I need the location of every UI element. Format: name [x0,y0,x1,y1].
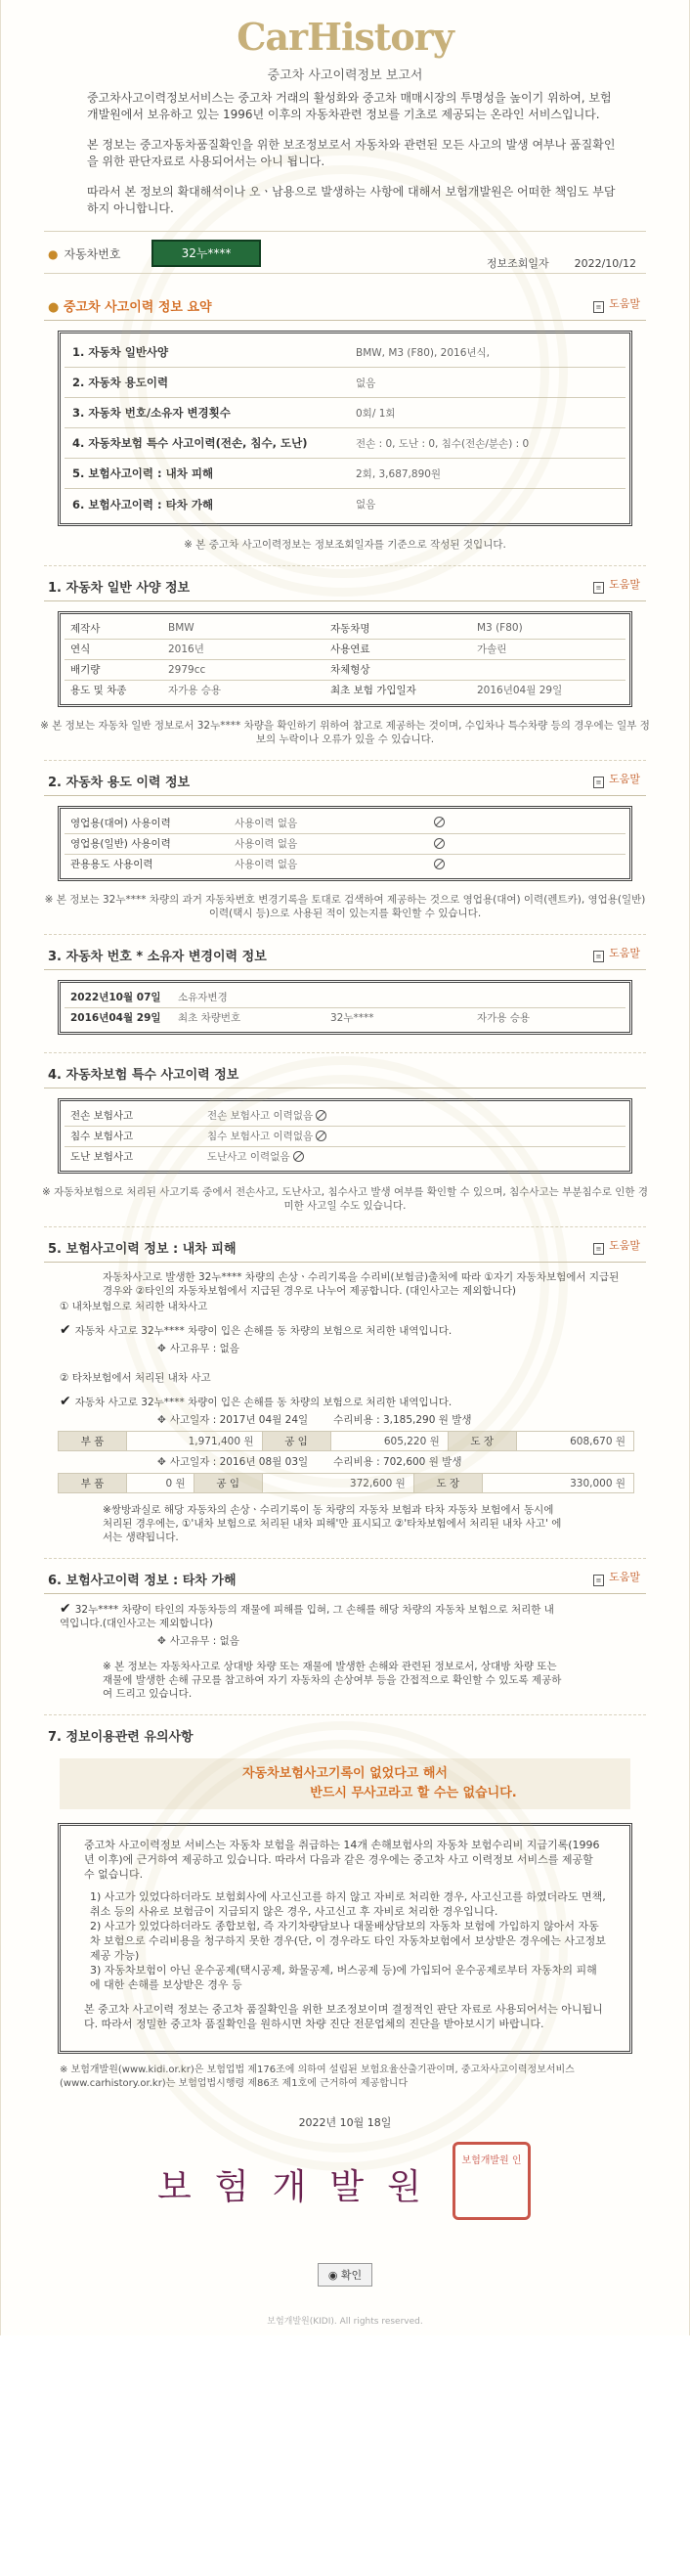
legal-footnote: ※ 보험개발원(www.kidi.or.kr)은 보험업법 제176조에 의하여 설립된 보험요율산출기관이며, 중고차사고이력정보서비스(www.carhistory.or.kr)는 보험업법시행령 제86조 제1호에 근거하여 제공합니다 [60,2065,575,2089]
table-row: 제작사 BMW 자동차명 M3 (F80) [65,618,625,639]
move-icon: ✥ [157,1414,166,1426]
third-damage-section-header [44,1559,646,1594]
notice-box [58,1823,632,2054]
inquiry-date: 정보조회일자 2022/10/12 [486,257,636,270]
accident-info: ✥ 사고일자 : 2016년 08월 03일 수리비용 : 702,600 원 발생 [157,1456,462,1468]
usage-title: 2. 자동차 용도 이력 정보 [48,776,191,790]
usage-box [58,806,632,881]
book-icon: ≡ [593,1575,604,1586]
spec-section-header [44,566,646,601]
checkmark-icon: ✔ [60,1322,71,1338]
organization-name: 보험개발원 [157,2167,445,2207]
vehicle-number-row [44,231,646,274]
third-damage-title: 6. 보험사고이력 정보 : 타차 가해 [48,1574,237,1588]
special-table [65,1105,625,1167]
case1-text: ✔ 자동차 사고로 32누**** 차량이 입은 손해를 동 차량의 보험으로 처리한 내역입니다. [60,1322,453,1338]
summary-row: 2. 자동차 용도이력 없음 [65,368,625,398]
confirm-area [1,2238,689,2308]
own-damage-note: ※쌍방과실로 해당 자동차의 손상ㆍ수리기록이 동 차량의 자동차 보험과 타차 자동차 보험에서 동시에 처리된 경우에는, ①'내차 보험으로 처리된 내차 피해'만 표시되고 ②'타차보험에서 처리된 내차 사고' 에서는 생략됩니다. [103,1504,562,1543]
no-entry-icon [316,1131,326,1141]
report-header [1,0,689,82]
table-row: 침수 보험사고 침수 보험사고 이력없음 [65,1126,625,1146]
case1-result: ✥ 사고유무 : 없음 [157,1343,239,1355]
table-row: 용도 및 차종 자가용 승용 최초 보험 가입일자 2016년04월 29일 [70,685,563,697]
spec-title: 1. 자동차 일반 사양 정보 [48,581,191,596]
move-icon: ✥ [157,1343,166,1355]
table-row: 2022년10월 07일 소유자변경 [65,987,625,1007]
book-icon: ≡ [593,777,604,788]
no-entry-icon [434,859,445,869]
help-button[interactable]: ≡ 도움말 [593,1569,640,1586]
no-accident-warning: 자동차보험사고기록이 없었다고 해서 반드시 무사고라고 할 수는 없습니다. [60,1758,630,1809]
notice-title: 7. 정보이용관련 유의사항 [48,1730,194,1745]
special-note: ※ 자동차보험으로 처리된 사고기록 중에서 전손사고, 도난사고, 침수사고 발생 여부를 확인할 수 있으며, 침수사고는 부분침수로 인한 경미한 사고일 수도 있습니다. [42,1186,648,1212]
special-section-header [44,1053,646,1088]
book-icon: ≡ [593,951,604,962]
summary-row: 4. 자동차보험 특수 사고이력(전손, 침수, 도난) 전손 : 0, 도난 : 0, 침수(전손/분손) : 0 [65,428,625,459]
list-item: 3) 자동차보험이 아닌 운수공제(택시공제, 화물공제, 버스공제 등)에 가입되어 운수공제로부터 자동차의 피해에 대한 손해를 보상받은 경우 등 [90,1964,597,1991]
vehicle-number-label: ● 자동차번호 [48,247,121,261]
summary-row: 6. 보험사고이력 : 타차 가해 없음 [72,497,376,511]
official-seal: 보험개발원 인 [453,2142,531,2220]
book-icon: ≡ [593,1243,604,1255]
spec-box [58,611,632,707]
owner-title: 3. 자동차 번호 * 소유자 변경이력 정보 [48,950,267,964]
list-item: 2) 사고가 있었다하더라도 종합보험, 즉 자기차량담보나 대물배상담보의 자동차 보험에 가입하지 않아서 자동차 보험으로 수리비용을 청구하지 못한 경우(단, 이 경우라도 타인 자동차보험에서 보상받은 경우에는 사고정보 제공 가능) [90,1920,606,1962]
notice-paragraph: 중고차 사고이력정보 서비스는 자동차 보험을 취급하는 14개 손해보험사의 자동차 보험수리비 지급기록(1996년 이후)에 근거하여 제공하고 있습니다. 따라서 다음과 같은 경우에는 중고차 사고 이력정보 서비스를 제공할 수 없습니다. [84,1839,600,1881]
help-button[interactable]: ≡ 도움말 [593,295,640,313]
list-item: 1) 사고가 있었다하더라도 보험회사에 사고신고를 하지 않고 자비로 처리한 경우, 사고신고를 하였더라도 면책, 취소 등의 사유로 보험금이 지급되지 않은 경우, 사고신고 후 자비로 처리한 경우입니다. [90,1890,606,1918]
third-damage-result: ✥ 사고유무 : 없음 [157,1635,239,1647]
summary-row: 3. 자동차 번호/소유자 변경횟수 0회/ 1회 [65,398,625,428]
notice-list [84,1889,606,1992]
third-damage-text: ✔ 32누**** 차량이 타인의 자동차등의 재물에 피해를 입혀, 그 손해를 해당 차량의 자동차 보험으로 처리한 내역입니다.(대인사고는 제외합니다) [60,1601,554,1629]
special-title: 4. 자동차보험 특수 사고이력 정보 [48,1068,239,1083]
owner-table [65,987,625,1028]
summary-section-header [44,286,646,321]
case2-text: ✔ 자동차 사고로 32누**** 차량이 입은 손해를 동 차량의 보험으로 처리한 내역입니다. [60,1394,453,1409]
help-button[interactable]: ≡ 도움말 [593,576,640,594]
no-entry-icon [293,1151,304,1162]
accident-info: ✥ 사고일자 : 2017년 04월 24일 수리비용 : 3,185,290 원 발생 [157,1414,472,1426]
table-row: 2016년04월 29일 최초 차량번호 32누**** 자가용 승용 [70,1012,531,1025]
help-button[interactable]: ≡ 도움말 [593,771,640,788]
summary-row: 5. 보험사고이력 : 내차 피해 2회, 3,687,890원 [65,459,625,489]
case1-title: ① 내차보험으로 처리한 내차사고 [60,1301,208,1312]
no-entry-icon [434,817,445,827]
table-row: 배기량 2979cc 차체형상 [65,659,625,680]
confirm-button[interactable]: ◉ 확인 [318,2263,372,2287]
carhistory-logo: CarHistory [237,15,453,59]
own-damage-title: 5. 보험사고이력 정보 : 내차 피해 [48,1242,237,1257]
table-row: 부 품 0 원 공 임 372,600 원 도 장 330,000 원 [59,1474,634,1493]
owner-section-header [44,935,646,970]
table-row: 도난 보험사고 도난사고 이력없음 [65,1146,625,1167]
help-button[interactable]: ≡ 도움말 [593,1237,640,1255]
repair-cost-table [58,1431,634,1451]
help-button[interactable]: ≡ 도움말 [593,945,640,962]
spec-table [65,618,625,700]
summary-note: ※ 본 중고차 사고이력정보는 정보조회일자를 기준으로 작성된 것입니다. [184,539,506,551]
third-damage-note: ※ 본 정보는 자동차사고로 상대방 차량 또는 재물에 발생한 손해와 관련된 정보로서, 상대방 차량 또는 재물에 발생한 손해 규모를 참고하여 자기 자동차의 손상여부 등을 간접적으로 확인할 수 있도록 제공하여 드리고 있습니다. [103,1661,562,1700]
book-icon: ≡ [593,301,604,313]
notice-section-header [44,1715,646,1751]
book-icon: ≡ [593,582,604,594]
own-damage-description: 자동차사고로 발생한 32누**** 차량의 손상ㆍ수리기록을 수리비(보험금)출처에 따라 ①자기 자동차보험에서 지급된 경우와 ②타인의 자동차보험에서 지급된 경우로 나누어 제공합니다. (대인사고는 제외합니다) [103,1271,620,1297]
checkmark-icon: ✔ [60,1394,71,1409]
intro-text [1,82,689,217]
summary-row: 1. 자동차 일반사양 BMW, M3 (F80), 2016년식, [65,337,625,368]
intro-paragraph: 따라서 본 정보의 확대해석이나 오ㆍ남용으로 발생하는 사항에 대해서 보험개발원은 어떠한 책임도 부담하지 아니합니다. [87,185,616,215]
table-row: 부 품 1,971,400 원 공 임 605,220 원 도 장 608,670 원 [59,1432,634,1451]
checkmark-icon: ✔ [60,1601,71,1617]
copyright: 보험개발원(KIDI). All rights reserved. [267,2317,423,2327]
usage-note: ※ 본 정보는 32누**** 차량의 과거 자동차번호 변경기록을 토대로 검색하여 제공하는 것으로 영업용(대여) 이력(렌트카), 영업용(일반) 이력(택시 등)으로 사용된 적이 있는지를 확인할 수 있습니다. [44,894,646,919]
issue-date: 2022년 10월 18일 [298,2116,392,2129]
table-row: 관용용도 사용이력 사용이력 없음 [65,854,625,874]
move-icon: ✥ [157,1635,166,1647]
summary-title: ● 중고차 사고이력 정보 요약 [48,300,212,315]
bullet-icon: ● [48,247,59,261]
repair-cost-table [58,1473,634,1493]
no-entry-icon [316,1110,326,1121]
license-plate: 32누**** [151,240,261,267]
owner-box [58,980,632,1035]
intro-paragraph: 중고차사고이력정보서비스는 중고차 거래의 활성화와 중고차 매매시장의 투명성을 높이기 위하여, 보험개발원에서 보유하고 있는 1996년 이후의 자동차관련 정보를 기초로 제공되는 온라인 서비스입니다. [87,91,612,121]
summary-box [58,331,632,526]
case2-title: ② 타차보험에서 처리된 내차 사고 [60,1372,211,1384]
signature-block [1,2130,689,2238]
table-row: 영업용(대여) 사용이력 사용이력 없음 [65,813,625,833]
circle-icon: ◉ [327,2269,341,2282]
report-subtitle: 중고차 사고이력정보 보고서 [267,68,423,83]
spec-note: ※ 본 정보는 자동차 일반 정보로서 32누**** 차량을 확인하기 위하여 참고로 제공하는 것이며, 수입차나 특수차량 등의 경우에는 일부 정보의 누락이나 오류가 있을 수 있습니다. [40,720,650,745]
table-row: 전손 보험사고 전손 보험사고 이력없음 [65,1105,625,1126]
usage-section-header [44,761,646,796]
table-row: 영업용(일반) 사용이력 사용이력 없음 [65,833,625,854]
usage-table [65,813,625,874]
no-entry-icon [434,838,445,849]
intro-paragraph: 본 정보는 중고자동차품질확인을 위한 보조정보로서 자동차와 관련된 모든 사고의 발생 여부나 품질확인을 위한 판단자료로 사용되어서는 아니 됩니다. [87,138,616,168]
notice-paragraph: 본 중고차 사고이력 정보는 중고차 품질확인을 위한 보조정보이며 결정적인 판단 자료로 사용되어서는 아니됩니다. 따라서 정밀한 중고차 품질확인을 원하시면 차량 진단 전문업체의 진단을 받아보시기 바랍니다. [84,2003,603,2030]
move-icon: ✥ [157,1456,166,1468]
special-box [58,1098,632,1174]
own-damage-section-header [44,1227,646,1263]
table-row: 연식 2016년 사용연료 가솔린 [65,639,625,659]
